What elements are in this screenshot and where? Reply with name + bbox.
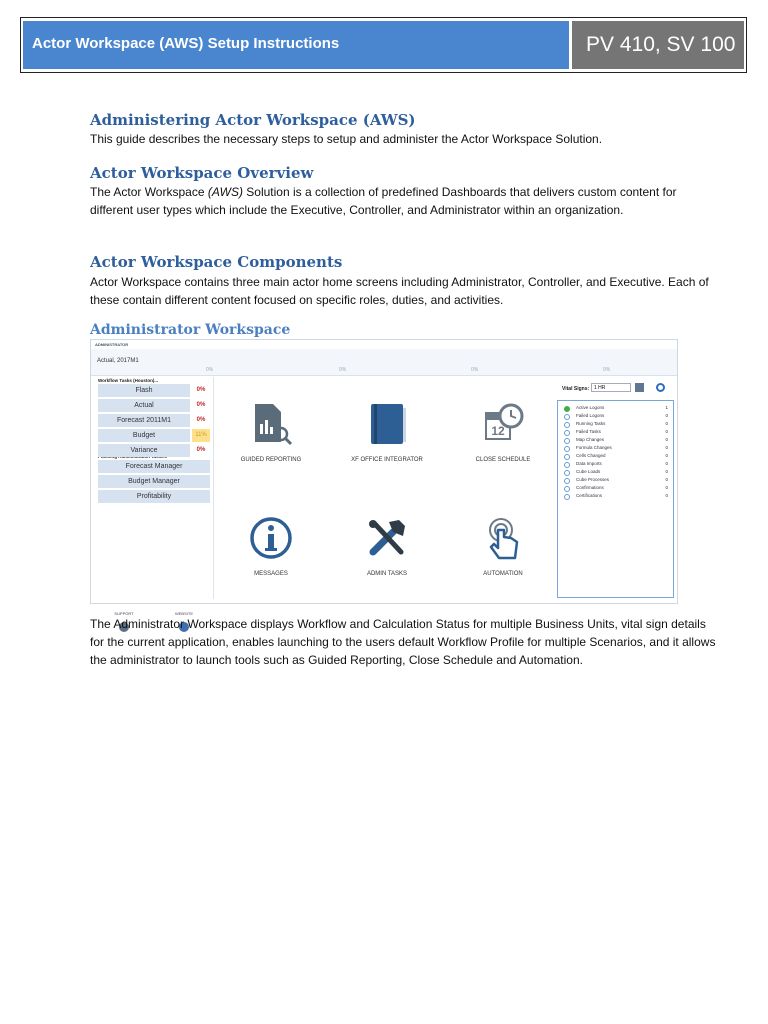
tile-label: MESSAGES [254, 571, 288, 577]
vital-value: 1 [665, 405, 668, 410]
header-title: Actor Workspace (AWS) Setup Instructions [32, 35, 340, 52]
vital-signs-label: Vital Signs: [562, 386, 590, 392]
workflow-row[interactable] [95, 399, 213, 413]
workflow-pct: 0% [196, 402, 206, 408]
vital-name: Failed Tasks [576, 429, 601, 434]
body-administering: This guide describes the necessary steps to setup and administer the Actor Workspace Solution. [90, 132, 603, 146]
vital-value: 0 [665, 453, 668, 458]
body-admin-workspace: The Administrator Workspace displays Workflow and Calculation Status for multiple Business Units, vital sign details for the current application, enables launching to the users default Workflow Profile for multiple Scenarios, and it allows the administrator to launch tools such as Guided Reporting, Close Schedule and Automation. [90, 617, 716, 667]
vital-value: 0 [665, 421, 668, 426]
export-icon[interactable] [635, 383, 644, 392]
heading-overview: Actor Workspace Overview [90, 164, 314, 182]
workflow-row[interactable] [95, 429, 213, 443]
vital-value: 0 [665, 429, 668, 434]
vital-value: 0 [665, 413, 668, 418]
vital-row [558, 460, 673, 468]
vital-name: Failed Logons [576, 413, 605, 418]
info-icon [249, 516, 293, 560]
ws-title: ADMINISTRATOR [95, 342, 129, 347]
status-dot-icon [564, 494, 570, 500]
workflow-label: Variance [98, 444, 190, 457]
ws-top-pct: 0% [603, 367, 611, 373]
tile-automation[interactable] [453, 516, 553, 577]
vital-row [558, 444, 673, 452]
vital-name: Certifications [576, 493, 603, 498]
ws-top-pct: 0% [339, 367, 347, 373]
vital-row [558, 492, 673, 500]
ws-left-panel [95, 377, 214, 616]
vital-signs-select[interactable]: 1 HR [591, 383, 631, 392]
tools-icon [365, 516, 409, 560]
vital-row [558, 468, 673, 476]
workflow-label: Budget [98, 429, 190, 442]
refresh-icon[interactable] [656, 383, 665, 392]
tile-label: GUIDED REPORTING [240, 457, 302, 463]
ws-top-pct: 0% [206, 367, 214, 373]
planning-item[interactable]: Profitability [98, 490, 210, 503]
vital-value: 0 [665, 469, 668, 474]
vital-value: 0 [665, 485, 668, 490]
workflow-label: Forecast 2011M1 [98, 414, 190, 427]
vital-name: Cube Loads [576, 469, 601, 474]
tile-guided-reporting[interactable] [221, 402, 321, 463]
workflow-row[interactable] [95, 444, 213, 453]
tile-admin-tasks[interactable] [337, 516, 437, 577]
workflow-row[interactable] [95, 384, 213, 398]
heading-components: Actor Workspace Components [90, 253, 343, 271]
vital-row [558, 476, 673, 484]
vital-value: 0 [665, 477, 668, 482]
workflow-pct: 11% [192, 429, 210, 442]
vital-name: Cells Changed [576, 453, 606, 458]
workflow-label: Actual [98, 399, 190, 412]
vital-row [558, 484, 673, 492]
vital-name: Running Tasks [576, 421, 606, 426]
svg-text:12: 12 [491, 424, 505, 438]
vital-row [558, 412, 673, 420]
vital-row [558, 452, 673, 460]
workflow-pct: 0% [196, 417, 206, 423]
vital-name: Formula Changes [576, 445, 612, 450]
vital-value: 0 [665, 437, 668, 442]
vital-signs-list [557, 400, 674, 598]
heading-admin-workspace: Administrator Workspace [90, 322, 291, 338]
admin-workspace-screenshot [90, 339, 678, 616]
body-overview-pre: The Actor Workspace [90, 185, 208, 199]
vital-row [558, 428, 673, 436]
vital-name: Map Changes [576, 437, 605, 442]
website-label: WEBSITE [174, 611, 193, 616]
vital-name: Confirmations [576, 485, 604, 490]
workflow-pct: 0% [196, 387, 206, 393]
tile-label: XF OFFICE INTEGRATOR [351, 457, 423, 463]
support-label: SUPPORT [114, 611, 134, 616]
vital-row [558, 436, 673, 444]
vital-name: Cube Processes [576, 477, 610, 482]
tile-label: AUTOMATION [483, 571, 523, 577]
header-code: PV 410, SV 100 [572, 21, 744, 69]
body-overview-post: Solution is a collection of predefined Dashboards that delivers custom content for different user types which include the Executive, Controller, and Administrator within an organization. [90, 185, 677, 217]
workflow-row[interactable] [95, 414, 213, 428]
guided-reporting-icon [249, 402, 293, 446]
vital-value: 0 [665, 461, 668, 466]
workflow-header: Workflow Tasks (Houston)... [98, 378, 159, 383]
book-icon [365, 402, 409, 446]
body-components: Actor Workspace contains three main actor home screens including Administrator, Controller, and Executive. Each of these contain different content focused on specific roles, duties, and activities. [90, 275, 709, 307]
vital-value: 0 [665, 493, 668, 498]
tile-label: ADMIN TASKS [366, 571, 408, 577]
workflow-label: Flash [98, 384, 190, 397]
vital-name: Data Imports [576, 461, 602, 466]
heading-administering: Administering Actor Workspace (AWS) [90, 111, 416, 129]
tile-label: CLOSE SCHEDULE [475, 457, 531, 463]
ws-scenario: Actual, 2017M1 [97, 358, 139, 364]
ws-top-strip [91, 349, 677, 376]
tile-xf-office-integrator[interactable] [337, 402, 437, 463]
ws-top-pct: 0% [471, 367, 479, 373]
tile-close-schedule[interactable] [453, 402, 553, 463]
workflow-pct: 0% [196, 447, 206, 453]
body-overview-em: (AWS) [207, 185, 243, 199]
planning-item[interactable]: Budget Manager [98, 475, 210, 488]
body-overview [90, 183, 720, 219]
calendar-clock-icon [481, 402, 525, 446]
vital-value: 0 [665, 445, 668, 450]
touch-hand-icon [481, 516, 525, 560]
tile-messages[interactable] [221, 516, 321, 577]
vital-name: Active Logons [576, 405, 605, 410]
planning-item[interactable]: Forecast Manager [98, 460, 210, 473]
vital-row [558, 420, 673, 428]
vital-row [558, 404, 673, 412]
